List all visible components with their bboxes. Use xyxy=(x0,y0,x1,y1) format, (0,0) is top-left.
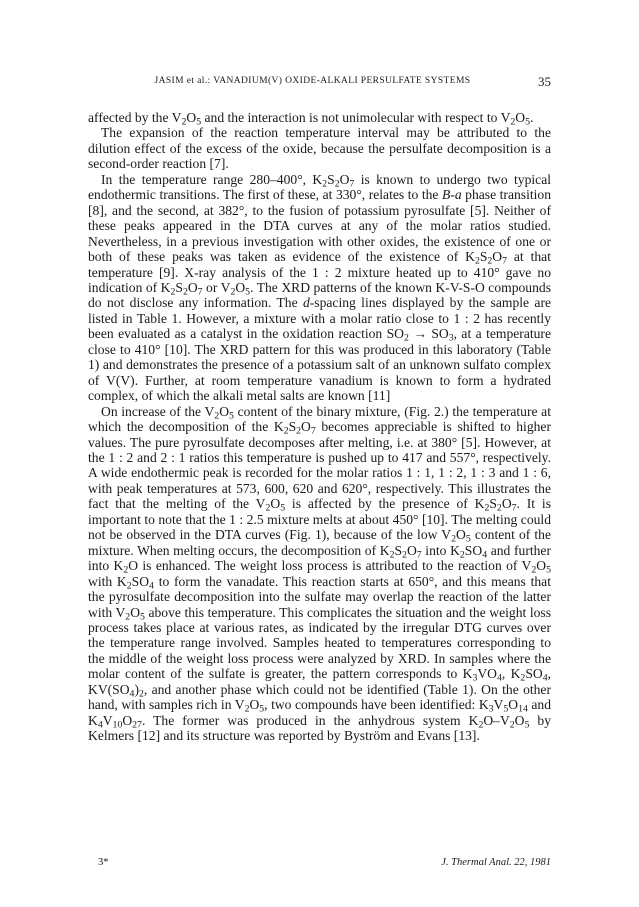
subscript: 2 xyxy=(451,533,457,545)
subscript: 2 xyxy=(283,425,289,437)
subscript: 2 xyxy=(265,503,271,515)
subscript: 7 xyxy=(511,503,517,515)
subscript: 5 xyxy=(245,286,251,298)
subscript: 3 xyxy=(472,673,478,685)
subscript: 3 xyxy=(448,333,454,345)
subscript: 2 xyxy=(170,286,176,298)
subscript: 2 xyxy=(487,255,493,267)
paragraph-2: The expansion of the reaction temperature interval may be attributed to the dilution effect of the excess of the oxide, because the persulfate decomposition is a second-order reaction [7]. xyxy=(88,125,551,172)
subscript: 4 xyxy=(482,549,488,561)
subscript: 2 xyxy=(496,503,502,515)
subscript: 2 xyxy=(123,564,129,576)
subscript: 2 xyxy=(181,116,187,128)
paragraph-3: In the temperature range 280–400°, $K_2S_2O_7$ is known to undergo two typical endothermic transitions. The first of these, at 330°, relates to the B-a phase transition [8], and the second, at 382°, to the fusion of potassium pyrosulfate [5]. Neither of these peaks appeared in the DTA curves at any of the molar ratios studied. Nevertheless, in a previous investigation with other oxides, the existence of one or both of these peaks was taken as evidence of the existence of $K_2S_2O_7$ at that temperature [9]. X-ray analysis of the 1 : 2 mixture heated up to 410° gave no indication of $K_2S_2O_7$ or $V_2O_5$. The XRD patterns of the known K-V-S-O compounds do not disclose any information. The d-spacing lines displayed by the sample are listed in Table 1. However, a mixture with a molar ratio close to 1 : 2 has recently been evaluated as a catalyst in the oxidation reaction $SO_2 \to SO_3$, at a temperature close to 410° [10]. The XRD pattern for this was produced in this laboratory (Table 1) and demonstrates the presence of a potassium salt of an unknown sulfato complex of V(V). Further, at room temperature vanadium is known to form a hydrated complex, of which the alkali metal salts are known [11] xyxy=(88,171,552,404)
subscript: 7 xyxy=(310,425,316,437)
subscript: 5 xyxy=(196,116,202,128)
paragraph-4: On increase of the $V_2O_5$ content of the binary mixture, (Fig. 2.) the temperature at which the decomposition of the $K_2S_2O_7$ becomes appreciable is shifted to higher values. The pure pyrosulfate decomposes after melting, i.e. at 380° [5]. However, at the 1 : 2 and 2 : 1 ratios this temperature is pushed up to 417 and 557°, respectively. A wide endothermic peak is recorded for the molar ratios 1 : 1, 1 : 2, 1 : 3 and 1 : 6, with peak temperatures at 573, 600, 620 and 620°, respectively. This illustrates the fact that the melting of the $V_2O_5$ is affected by the presence of $K_2S_2O_7$. It is important to note that the 1 : 2.5 mixture melts at about 450° [10]. The melting could not be observed in the DTA curves (Fig. 1), because of the low $V_2O_5$ content of the mixture. When melting occurs, the decomposition of $K_2S_2O_7$ into $K_2SO_4$ and further into $K_2O$ is enhanced. The weight loss process is attributed to the reaction of $V_2O_5$ with $K_2SO_4$ to form the vanadate. This reaction starts at 650°, and this means that the pyrosulfate decomposition into the sulfate may overlap the reaction of the latter with $V_2O_5$ above this temperature. This complicates the situation and the weight loss process takes place at various rates, as indicated by the irregular DTG curves over the temperature range involved. Samples heated to temperatures corresponding to the middle of the weight loss process were analyzed by XRD. In samples where the molar content of the sulfate is greater, the pattern corresponds to $K_3VO_4$, $K_2SO_4$, $KV(SO_4)_2$, and another phase which could not be identified (Table 1). On the other hand, with samples rich in $V_2O_5$, two compounds have been identified: $K_3V_5O_{14}$ and $K_4V_{10}O_{27}$. The former was produced in the anhydrous system $K_2O-V_2O_5$ by Kelmers [12] and its structure was reported by Byström and Evans [13]. xyxy=(88,403,552,744)
page-header xyxy=(88,76,551,92)
signature-mark: 3* xyxy=(98,857,109,868)
subscript: 5 xyxy=(525,116,531,128)
subscript: 4 xyxy=(149,580,154,592)
journal-citation: J. Thermal Anal. 22, 1981 xyxy=(441,857,551,868)
subscript: 2 xyxy=(334,178,340,190)
subscript: 5 xyxy=(503,703,509,715)
subscript: 2 xyxy=(389,549,395,561)
subscript: 5 xyxy=(546,564,551,576)
subscript: 4 xyxy=(129,688,135,700)
subscript: 2 xyxy=(478,719,484,731)
subscript: 4 xyxy=(542,673,548,685)
italic-term: B-a xyxy=(441,187,462,203)
subscript: 4 xyxy=(97,719,103,731)
subscript: 2 xyxy=(126,580,132,592)
subscript: 5 xyxy=(280,503,286,515)
subscript: 2 xyxy=(484,503,490,515)
subscript: 5 xyxy=(259,703,265,715)
subscript: 2 xyxy=(509,719,515,731)
subscript: 2 xyxy=(531,564,537,576)
subscript: 7 xyxy=(416,549,422,561)
subscript: 5 xyxy=(229,410,234,422)
subscript: 7 xyxy=(502,255,507,267)
subscript: 2 xyxy=(510,116,516,128)
subscript: 2 xyxy=(138,688,144,700)
article-body xyxy=(88,110,551,744)
subscript: 2 xyxy=(520,673,526,685)
subscript: 7 xyxy=(197,286,203,298)
subscript: 2 xyxy=(474,255,480,267)
subscript: 5 xyxy=(140,611,145,623)
subscript: 4 xyxy=(496,673,502,685)
subscript: 2 xyxy=(244,703,250,715)
subscript: 2 xyxy=(230,286,236,298)
subscript: 2 xyxy=(404,333,409,345)
subscript: 2 xyxy=(402,549,407,561)
subscript: 2 xyxy=(125,611,131,623)
subscript: 2 xyxy=(459,549,465,561)
subscript: 10 xyxy=(112,719,123,731)
subscript: 5 xyxy=(524,719,530,731)
subscript: 27 xyxy=(132,719,142,731)
italic-term: d xyxy=(302,295,310,311)
subscript: 3 xyxy=(488,703,494,715)
subscript: 14 xyxy=(518,703,528,715)
subscript: 2 xyxy=(182,286,188,298)
subscript: 7 xyxy=(349,178,355,190)
subscript: 2 xyxy=(296,425,302,437)
page-footer xyxy=(88,857,551,871)
page-number: 35 xyxy=(538,74,551,89)
subscript: 5 xyxy=(465,533,471,545)
running-title: JASIM et al.: VANADIUM(V) OXIDE-ALKALI PERSULFATE SYSTEMS xyxy=(154,76,471,86)
paragraph-1: affected by the $V_2O_5$ and the interaction is not unimolecular with respect to $V_2O_5$. xyxy=(88,110,534,128)
subscript: 2 xyxy=(322,178,328,190)
subscript: 2 xyxy=(214,410,220,422)
